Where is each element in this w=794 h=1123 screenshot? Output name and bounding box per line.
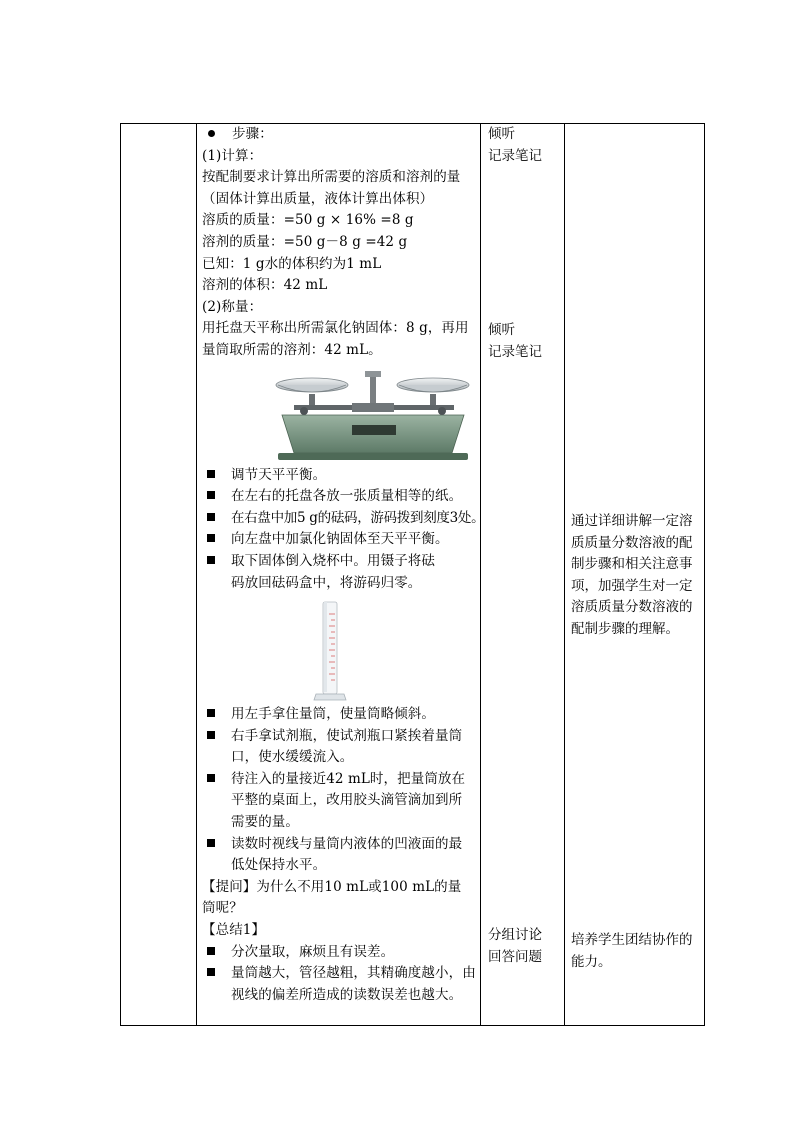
cylinder-step: 读数时视线与量筒内液体的凹液面的最低处保持水平。	[202, 834, 471, 877]
summary-title: 【总结1】	[202, 922, 266, 939]
square-bullet-icon	[207, 470, 215, 478]
cylinder-step: 待注入的量接近42 mL时，把量筒放在平整的桌面上，改用胶头滴管滴加到所需要的量。	[202, 769, 471, 834]
square-bullet-icon	[207, 947, 215, 955]
lesson-table	[120, 123, 705, 1026]
weigh-line: 量筒取所需的溶剂：42 mL。	[202, 341, 382, 358]
square-bullet-icon	[207, 968, 215, 976]
balance-step: 调节天平平衡。	[202, 465, 481, 487]
balance-step: 向左盘中加氯化钠固体至天平平衡。	[202, 529, 481, 551]
weigh-title: (2)称量：	[202, 298, 263, 315]
calc-line: （固体计算出质量，液体计算出体积）	[202, 190, 434, 207]
balance-scale-icon	[202, 367, 486, 465]
weigh-line: 用托盘天平称出所需氯化钠固体：8 g，再用	[202, 320, 469, 337]
cylinder-step: 用左手拿住量筒，使量筒略倾斜。	[202, 704, 481, 726]
balance-step: 在右盘中加5 g的砝码，游码拨到刻度3处。	[202, 508, 481, 530]
square-bullet-icon	[207, 556, 215, 564]
cylinder-step: 右手拿试剂瓶，使试剂瓶口紧挨着量筒口，使水缓缓流入。	[202, 726, 471, 769]
calc-title: (1)计算：	[202, 147, 263, 164]
design-intent: 培养学生团结协作的能力。	[571, 932, 693, 970]
square-bullet-icon	[207, 731, 215, 739]
student-activity: 分组讨论 回答问题	[488, 927, 542, 965]
bullet-dot-icon	[208, 130, 215, 137]
calc-line: 已知：1 g水的体积约为1 mL	[202, 255, 382, 272]
balance-image	[202, 367, 481, 465]
student-activity: 倾听 记录笔记	[488, 126, 542, 164]
square-bullet-icon	[207, 534, 215, 542]
square-bullet-icon	[207, 774, 215, 782]
teaching-content	[197, 124, 485, 1006]
calc-line: 按配制要求计算出所需要的溶质和溶剂的量	[202, 169, 461, 186]
summary-item: 量筒越大，管径越粗，其精确度越小，由视线的偏差所造成的读数误差也越大。	[202, 963, 477, 1006]
square-bullet-icon	[207, 513, 215, 521]
calc-line: 溶质的质量：=50 g × 16% =8 g	[202, 212, 414, 229]
measuring-cylinder-icon	[202, 600, 486, 704]
calc-line: 溶剂的体积：42 mL	[202, 277, 328, 294]
student-activity: 倾听 记录笔记	[488, 322, 542, 360]
question: 【提问】为什么不用10 mL或100 mL的量筒呢？	[202, 878, 462, 917]
square-bullet-icon	[207, 839, 215, 847]
design-intent: 通过详细讲解一定溶质质量分数溶液的配制步骤和相关注意事项，加强学生对一定溶质质量分数溶液的配制步骤的理解。	[571, 513, 693, 637]
cylinder-image	[202, 600, 481, 704]
calc-line: 溶剂的质量：=50 g－8 g =42 g	[202, 233, 408, 250]
square-bullet-icon	[207, 709, 215, 717]
steps-header: 步骤：	[202, 124, 481, 146]
balance-step: 取下固体倒入烧杯中。用镊子将砝码放回砝码盒中，将游码归零。	[202, 551, 447, 594]
square-bullet-icon	[207, 491, 215, 499]
summary-item: 分次量取，麻烦且有误差。	[202, 942, 481, 964]
balance-step: 在左右的托盘各放一张质量相等的纸。	[202, 486, 481, 508]
